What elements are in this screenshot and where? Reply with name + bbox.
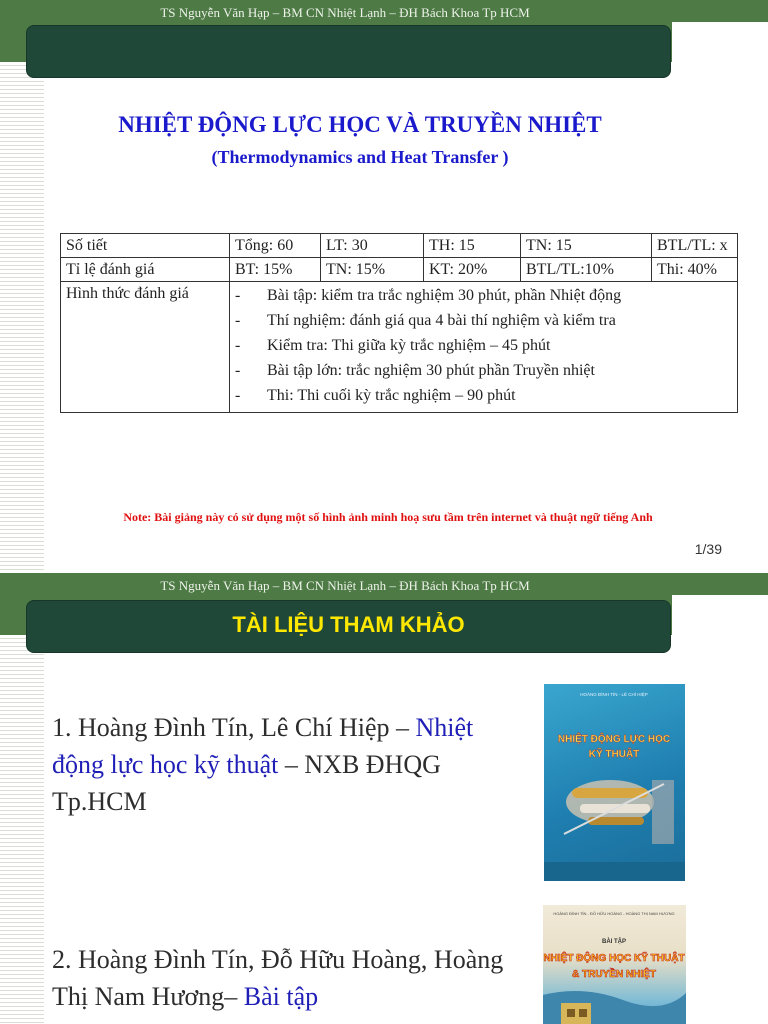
svg-text:& TRUYỀN NHIỆT: & TRUYỀN NHIỆT <box>572 969 656 980</box>
table-cell: TN: 15 <box>521 234 652 258</box>
svg-text:BÀI TẬP: BÀI TẬP <box>602 939 626 945</box>
table-row <box>61 234 738 258</box>
table-cell: Số tiết <box>61 234 230 258</box>
table-cell: KT: 20% <box>424 258 521 282</box>
svg-text:HOÀNG ĐÌNH TÍN - ĐỖ HỮU HOÀNG: HOÀNG ĐÌNH TÍN - ĐỖ HỮU HOÀNG - HOÀNG THỊ NAM HƯƠNG <box>553 911 675 916</box>
book-cover-image <box>544 684 685 881</box>
title-bar <box>26 600 671 653</box>
reference-1: 1. Hoàng Đình Tín, Lê Chí Hiệp – Nhiệt động lực học kỹ thuật – NXB ĐHQG Tp.HCM <box>52 713 474 816</box>
course-subtitle: (Thermodynamics and Heat Transfer ) <box>211 147 509 167</box>
list-item: - Bài tập lớn: trắc nghiệm 30 phút phần Truyền nhiệt <box>235 362 595 379</box>
table-cell: Thi: 40% <box>652 258 738 282</box>
table-cell: BTL/TL:10% <box>521 258 652 282</box>
list-item: - Thi: Thi cuối kỳ trắc nghiệm – 90 phút <box>235 387 516 404</box>
table-cell: TH: 15 <box>424 234 521 258</box>
page-number: 1/39 <box>694 541 722 557</box>
table-cell: TN: 15% <box>321 258 424 282</box>
header-text: TS Nguyễn Văn Hạp – BM CN Nhiệt Lạnh – ĐH Bách Khoa Tp HCM <box>160 578 530 593</box>
slide-title: TÀI LIỆU THAM KHẢO <box>232 612 465 637</box>
book-cover-art <box>543 905 686 1024</box>
table-row <box>61 258 738 282</box>
list-item: - Thí nghiệm: đánh giá qua 4 bài thí nghiệm và kiểm tra <box>235 312 616 329</box>
table-cell: Tỉ lệ đánh giá <box>61 258 230 282</box>
book-cover-art <box>544 684 685 881</box>
course-title: NHIỆT ĐỘNG LỰC HỌC VÀ TRUYỀN NHIỆT <box>118 112 602 137</box>
table-cell: BTL/TL: x <box>652 234 738 258</box>
svg-text:NHIỆT ĐỘNG LỰC HỌC: NHIỆT ĐỘNG LỰC HỌC <box>557 734 671 745</box>
svg-text:KỸ THUẬT: KỸ THUẬT <box>588 749 640 760</box>
table-cell: LT: 30 <box>321 234 424 258</box>
list-item: - Bài tập: kiểm tra trắc nghiệm 30 phút, phần Nhiệt động <box>235 287 622 304</box>
reference-2: 2. Hoàng Đình Tín, Đỗ Hữu Hoàng, Hoàng Thị Nam Hương– Bài tập <box>52 945 504 1011</box>
book-title-link[interactable]: Bài tập <box>243 982 319 1011</box>
decorative-stripes <box>0 635 44 1024</box>
title-bar <box>26 25 671 78</box>
course-info-table <box>60 233 738 413</box>
table-cell: Hình thức đánh giá <box>61 282 230 413</box>
list-item: - Kiểm tra: Thi giữa kỳ trắc nghiệm – 45 phút <box>235 337 551 354</box>
note-text: Note: Bài giảng này có sử dụng một số hình ảnh minh hoạ sưu tầm trên internet và thuật ngữ tiếng Anh <box>123 510 653 524</box>
assessment-list <box>230 282 738 413</box>
table-cell: Tổng: 60 <box>230 234 321 258</box>
header-text: TS Nguyễn Văn Hạp – BM CN Nhiệt Lạnh – ĐH Bách Khoa Tp HCM <box>160 5 530 20</box>
svg-text:HOÀNG ĐÌNH TÍN - LÊ CHÍ HIỆP: HOÀNG ĐÌNH TÍN - LÊ CHÍ HIỆP <box>580 692 648 697</box>
book-title-link[interactable]: Nhiệt động lực học kỹ thuật <box>52 713 474 779</box>
slide-2 <box>0 573 768 1024</box>
table-cell: BT: 15% <box>230 258 321 282</box>
svg-text:NHIỆT ĐỘNG HỌC KỸ THUẬT: NHIỆT ĐỘNG HỌC KỸ THUẬT <box>543 953 685 964</box>
decorative-stripes <box>0 62 44 572</box>
table-row <box>61 282 738 413</box>
book-cover-image <box>543 905 686 1024</box>
